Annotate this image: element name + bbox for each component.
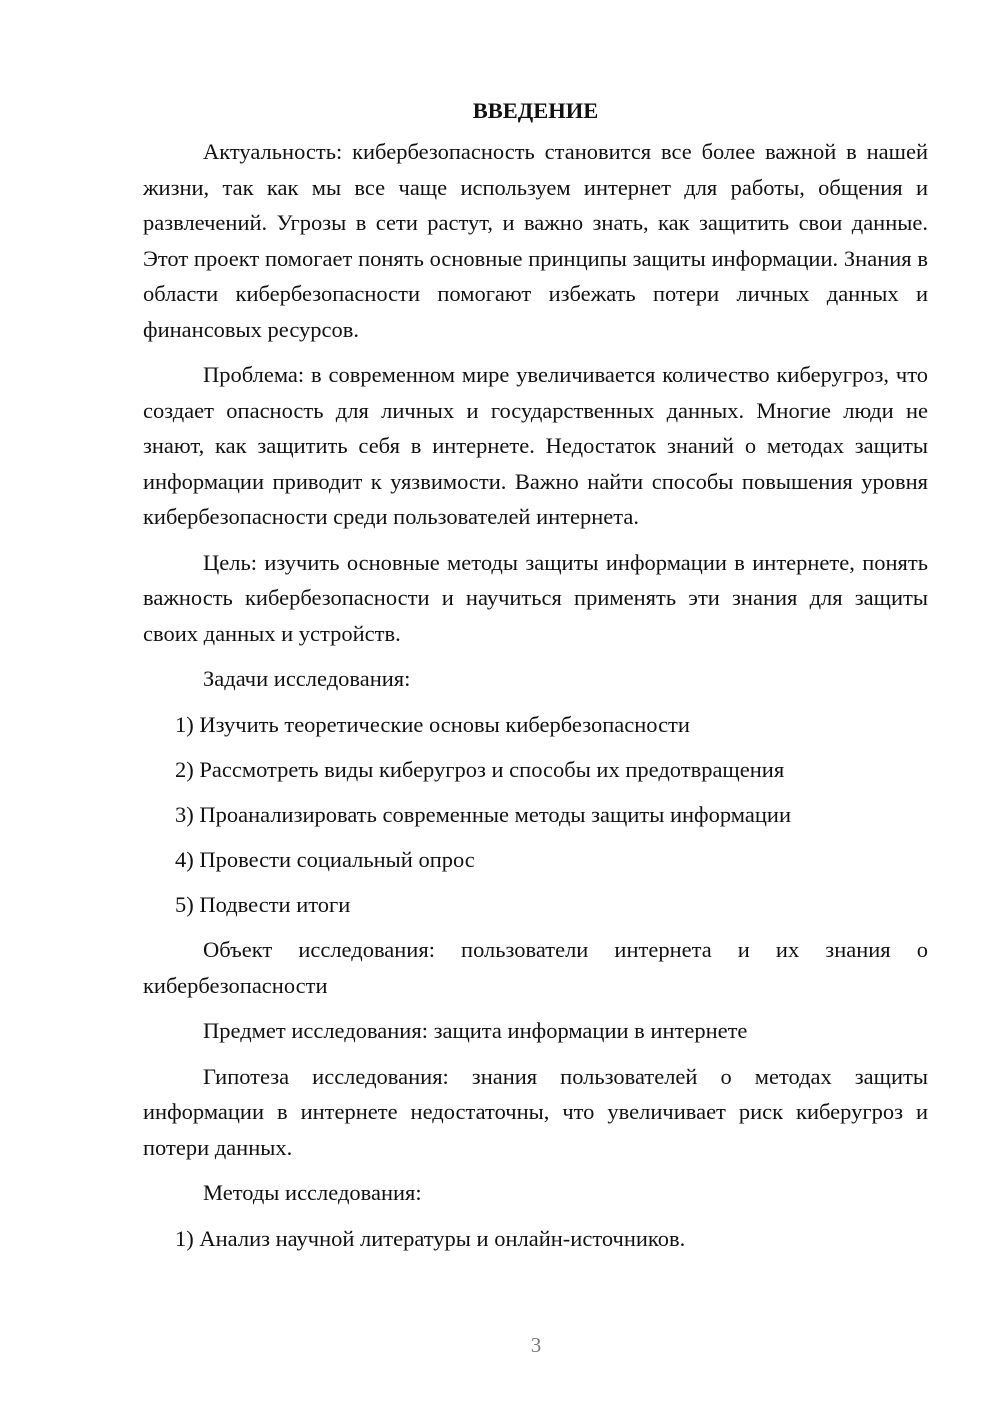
methods-label: Методы исследования: xyxy=(203,1180,422,1205)
hypothesis-paragraph: Гипотеза исследования: знания пользователей о методах защиты информации в интернете недостаточны, что увеличивает риск киберугроз и потери данных. xyxy=(143,1063,928,1160)
task-item: 3) Проанализировать современные методы защиты информации xyxy=(175,801,791,827)
relevance-paragraph: Актуальность: кибербезопасность становится все более важной в нашей жизни, так как мы все чаще используем интернет для работы, общения и развлечений. Угрозы в сети растут, и важно знать, как защитить свои данные. Этот проект помогает понять основные принципы защиты информации. Знания в области кибербезопасности помогают избежать потери личных данных и финансовых ресурсов. xyxy=(143,139,928,342)
task-item: 5) Подвести итоги xyxy=(175,891,351,917)
object-paragraph: Объект исследования: пользователи интернета и их знания о кибербезопасности xyxy=(143,937,928,998)
page-number: 3 xyxy=(530,1333,542,1357)
section-title: ВВЕДЕНИЕ xyxy=(472,98,599,123)
method-item: 1) Анализ научной литературы и онлайн-источников. xyxy=(175,1225,686,1251)
task-item: 2) Рассмотреть виды киберугроз и способы их предотвращения xyxy=(175,756,785,782)
methods-list xyxy=(143,1221,928,1257)
tasks-label: Задачи исследования: xyxy=(203,666,411,691)
page-content xyxy=(143,92,928,1266)
problem-paragraph: Проблема: в современном мире увеличивается количество киберугроз, что создает опасность для личных и государственных данных. Многие люди не знают, как защитить себя в интернете. Недостаток знаний о методах защиты информации приводит к уязвимости. Важно найти способы повышения уровня кибербезопасности среди пользователей интернета. xyxy=(143,362,928,529)
task-item: 4) Провести социальный опрос xyxy=(175,846,475,872)
tasks-list xyxy=(143,707,928,923)
goal-paragraph: Цель: изучить основные методы защиты информации в интернете, понять важность кибербезопасности и научиться применять эти знания для защиты своих данных и устройств. xyxy=(143,549,928,646)
task-item: 1) Изучить теоретические основы кибербезопасности xyxy=(175,711,690,737)
subject-paragraph: Предмет исследования: защита информации в интернете xyxy=(203,1018,748,1043)
